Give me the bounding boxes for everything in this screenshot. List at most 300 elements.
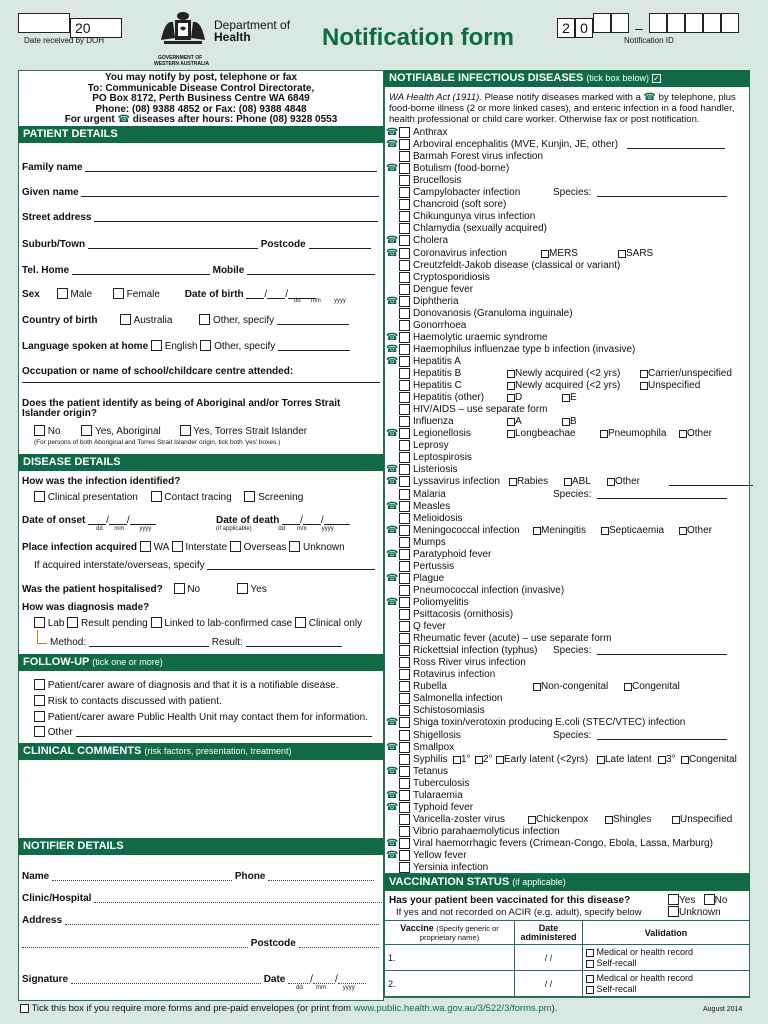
disease-row [386,356,756,368]
disease-option [507,368,620,380]
vaccinated-yes-checkbox[interactable] [668,894,679,905]
linked-checkbox[interactable] [151,617,162,628]
disease-option [507,392,522,404]
medical-record-checkbox-1[interactable] [586,949,594,957]
disease-checkbox[interactable] [399,633,410,644]
disease-option [681,754,737,766]
disease-checkbox[interactable] [399,537,410,548]
disease-option-label: E [570,392,577,404]
disease-checkbox[interactable] [399,272,410,283]
disease-checkbox[interactable] [399,790,410,801]
disease-checkbox[interactable] [399,717,410,728]
family-name-input[interactable] [85,162,377,172]
disease-row [386,717,756,729]
disease-name: Cholera [413,235,449,247]
disease-name: Malaria [413,488,446,500]
disease-name: Smallpox [413,741,455,753]
disease-row [386,248,756,260]
clinic-input[interactable] [94,893,382,903]
disease-checkbox[interactable] [399,669,410,680]
telephone-icon: ☎ [386,789,399,801]
disease-checkbox[interactable] [399,392,410,403]
vaccine-date-1[interactable]: / / [515,945,583,971]
disease-checkbox[interactable] [399,296,410,307]
disease-name: Coronavirus infection [413,247,507,259]
disease-option-label: Late latent [605,753,652,765]
disease-checkbox[interactable] [399,223,410,234]
date-received-field[interactable] [18,13,122,38]
telephone-icon: ☎ [386,476,399,488]
disease-option-label: Other [687,524,713,536]
disease-checkbox[interactable] [399,573,410,584]
disease-option-checkbox[interactable] [658,756,666,764]
disease-name: Meningococcal infection [413,524,520,536]
disease-option-checkbox[interactable] [507,394,515,402]
more-forms-checkbox[interactable] [20,1004,29,1013]
disease-name: Arboviral encephalitis (MVE, Kunjin, JE, other) [413,139,619,151]
tel-row: Tel. Home Mobile [22,265,375,276]
followup-checkbox-2[interactable] [34,695,45,706]
disease-checkbox[interactable] [399,766,410,777]
disease-checkbox[interactable] [399,332,410,343]
disease-option-checkbox[interactable] [509,478,517,486]
disease-row [386,681,756,693]
disease-name: Psittacosis (ornithosis) [413,609,514,620]
result-pending-checkbox[interactable] [67,617,78,628]
disease-checkbox[interactable] [399,561,410,572]
medical-record-checkbox-2[interactable] [586,975,594,983]
disease-checkbox[interactable] [399,657,410,668]
vaccine-row-1[interactable]: 1. [385,945,515,971]
disease-checkbox[interactable] [399,645,410,656]
forms-link[interactable]: www.public.health.wa.gov.au/3/522/3/forms.pm [353,1003,552,1014]
disease-name: Pneumococcal infection (invasive) [413,584,565,596]
disease-name: Dengue fever [413,283,474,295]
disease-row [386,380,756,392]
suburb-input[interactable] [88,239,258,249]
disease-row [386,127,756,139]
disease-checkbox[interactable] [399,476,410,487]
disease-option-checkbox[interactable] [605,816,613,824]
disease-checkbox[interactable] [399,199,410,210]
disease-row [386,669,756,681]
disease-option-checkbox[interactable] [618,250,626,258]
disease-checkbox[interactable] [399,826,410,837]
vaccine-date-2[interactable]: / / [515,971,583,997]
onset-month[interactable] [109,515,127,525]
followup-other-input[interactable] [76,727,372,737]
telephone-icon: ☎ [386,235,399,247]
country-row: Country of birth Australia Other, specify [22,314,349,326]
disease-option-checkbox[interactable] [533,527,541,535]
disease-checkbox[interactable] [399,151,410,162]
disease-checkbox[interactable] [399,356,410,367]
disease-row [386,464,756,476]
disease-row [386,537,756,549]
disease-option [607,476,640,488]
disease-name: Hepatitis C [413,380,462,392]
tel-home-input[interactable] [72,265,210,275]
disease-name: Typhoid fever [413,801,474,813]
disease-checkbox[interactable] [399,742,410,753]
aboriginal-yes-checkbox[interactable] [81,425,92,436]
disease-checkbox[interactable] [399,814,410,825]
notifier-postcode-row: Postcode [22,938,379,949]
disease-option-checkbox[interactable] [679,430,687,438]
language-other-input[interactable] [278,341,350,351]
clinical-comments-area[interactable] [20,761,382,835]
self-recall-checkbox-1[interactable] [586,960,594,968]
followup-checkbox-4[interactable] [34,726,45,737]
disease-checkbox[interactable] [399,754,410,765]
disease-checkbox[interactable] [399,464,410,475]
disease-row [386,151,756,163]
disease-specify-input[interactable] [597,645,727,655]
disease-option-label: SARS [626,247,654,259]
disease-row [386,790,756,802]
disease-name: Gonorrhoea [413,319,467,331]
disease-name: Poliomyelitis [413,596,469,608]
disease-checkbox[interactable] [399,730,410,741]
disease-checkbox[interactable] [399,320,410,331]
disease-option [658,754,676,766]
disease-row [386,633,756,645]
disease-option-checkbox[interactable] [681,756,689,764]
disease-row [386,814,756,826]
disease-option-label: Early latent (<2yrs) [504,753,589,765]
vaccine-table [384,920,750,997]
disease-row [386,730,756,742]
disease-specify-input[interactable] [669,476,753,486]
telephone-icon: ☎ [386,127,399,138]
disease-row [386,489,756,501]
signature-row: Signature Date / / [22,974,366,985]
disease-option-checkbox[interactable] [601,527,609,535]
disease-option-checkbox[interactable] [607,478,615,486]
disease-specify-input[interactable] [597,489,727,499]
disease-checkbox[interactable] [399,597,410,608]
how-identified-options: Clinical presentation Contact tracing Screening [34,491,303,503]
disease-name: Tularaemia [413,789,463,801]
notifier-date-day[interactable] [288,974,310,984]
both-note: (For persons of both Aboriginal and Torres Strait Islander origin, tick both 'yes' boxes.) [34,439,281,446]
disease-checkbox[interactable] [399,163,410,174]
disease-option [507,428,576,440]
female-checkbox[interactable] [113,288,124,299]
male-checkbox[interactable] [57,288,68,299]
disease-option-checkbox[interactable] [475,756,483,764]
disease-option-label: Other [687,428,713,440]
postcode-input[interactable] [309,239,371,249]
disease-checkbox[interactable] [399,513,410,524]
lab-checkbox[interactable] [34,617,45,628]
onset-day[interactable] [88,515,106,525]
followup-checkbox-3[interactable] [34,711,45,722]
date-death-row: Date of death / / [216,515,350,526]
telephone-icon: ☎ [386,163,399,175]
disease-checkbox[interactable] [399,404,410,415]
disease-option-label: Congenital [689,753,737,765]
clinical-only-checkbox[interactable] [295,617,306,628]
disease-checkbox[interactable] [399,621,410,632]
disease-option-checkbox[interactable] [679,527,687,535]
disease-name: Tetanus [413,765,449,777]
disease-option [640,380,700,392]
disease-checkbox[interactable] [399,609,410,620]
occupation-input[interactable] [22,382,380,383]
clinical-presentation-checkbox[interactable] [34,491,45,502]
notifier-phone-input[interactable] [268,871,374,881]
disease-checkbox[interactable] [399,127,410,138]
disease-checkbox[interactable] [399,260,410,271]
telephone-icon: ☎ [386,548,399,560]
disease-row [386,452,756,464]
disease-option-checkbox[interactable] [597,756,605,764]
disease-checkbox[interactable] [399,549,410,560]
country-other-input[interactable] [277,315,349,325]
disease-checkbox[interactable] [399,585,410,596]
language-other-checkbox[interactable] [200,340,211,351]
disease-option-checkbox[interactable] [507,370,515,378]
government-crest-icon [158,10,208,54]
disease-checkbox[interactable] [399,175,410,186]
notifier-details-heading: NOTIFIER DETAILS [18,838,384,855]
disease-specify-input[interactable] [597,187,727,197]
dob-format: dd mm yyyy [294,298,347,304]
disease-option-checkbox[interactable] [562,418,570,426]
followup-item-4: Other [34,726,372,738]
english-checkbox[interactable] [151,340,162,351]
gov-line2: WESTERN AUSTRALIA [154,61,210,67]
disease-row [386,187,756,199]
followup-checkbox-1[interactable] [34,679,45,690]
disease-details-heading: DISEASE DETAILS [18,454,384,471]
result-input[interactable] [246,637,342,647]
disease-checkbox[interactable] [399,248,410,259]
disease-row [386,778,756,790]
vaccinated-no-checkbox[interactable] [704,894,715,905]
mobile-input[interactable] [247,265,375,275]
disease-checkbox[interactable] [399,838,410,849]
disease-name: Ross River virus infection [413,657,526,669]
vaccinated-options: Yes No [668,894,727,906]
disease-option-checkbox[interactable] [496,756,504,764]
disease-checkbox[interactable] [399,501,410,512]
dob-month[interactable] [267,289,285,299]
disease-option-checkbox[interactable] [562,394,570,402]
disease-checkbox[interactable] [399,681,410,692]
screening-checkbox[interactable] [244,491,255,502]
disease-name: Plague [413,572,445,584]
vaccine-row-2[interactable]: 2. [385,971,515,997]
disease-checkbox[interactable] [399,139,410,150]
disease-row [386,428,756,440]
follow-up-heading: FOLLOW-UP (tick one or more) [18,654,384,671]
disease-checkbox[interactable] [399,235,410,246]
disease-checkbox[interactable] [399,850,410,861]
hospitalised-no-checkbox[interactable] [174,583,185,594]
onset-format: dd mm yyyy [96,526,152,532]
telephone-icon: ☎ [386,464,399,476]
disease-checkbox[interactable] [399,452,410,463]
disease-option [562,392,577,404]
dept-line2: Health [214,30,251,44]
disease-option-label: Carrier/unspecified [648,368,732,379]
method-row: Method: Result: [50,637,342,648]
aboriginal-no-checkbox[interactable] [34,425,45,436]
disease-option-checkbox[interactable] [533,683,541,691]
disease-checkbox[interactable] [399,525,410,536]
disease-checkbox[interactable] [399,778,410,789]
country-other-checkbox[interactable] [199,314,210,325]
suburb-row: Suburb/Town Postcode [22,239,371,250]
disease-name: Paratyphoid fever [413,548,492,560]
disease-row [386,513,756,525]
disease-name: Anthrax [413,127,448,138]
disease-checkbox[interactable] [399,416,410,427]
disease-option-label: 3° [666,753,676,765]
disease-checkbox[interactable] [399,368,410,379]
disease-row [386,838,756,850]
wa-checkbox[interactable] [140,541,151,552]
self-recall-checkbox-2[interactable] [586,986,594,994]
vaccination-heading: VACCINATION STATUS (if applicable) [384,874,750,891]
vaccinated-unknown-checkbox[interactable] [668,906,679,917]
disease-option-checkbox[interactable] [507,418,515,426]
disease-option [507,416,522,428]
onset-year[interactable] [130,515,156,525]
disease-row [386,296,756,308]
disease-row [386,742,756,754]
disease-name: Rickettsial infection (typhus) [413,645,538,657]
disease-name: Leptospirosis [413,452,472,464]
notifier-date-month[interactable] [313,974,335,984]
disease-checkbox[interactable] [399,489,410,500]
dob-day[interactable] [246,289,264,299]
notifier-date-format: dd mm yyyy [296,985,355,991]
disease-specify-input[interactable] [627,139,725,149]
followup-item-2: Risk to contacts discussed with patient. [34,695,222,707]
arrow-icon [37,630,47,644]
disease-specify-input[interactable] [597,730,727,740]
disease-option-label: Newly acquired (<2 yrs) [515,368,621,379]
disease-row [386,392,756,404]
disease-checkbox[interactable] [399,862,410,873]
street-address-row: Street address [22,212,378,223]
disease-checkbox[interactable] [399,380,410,391]
telephone-icon: ☎ [643,92,656,103]
disease-row [386,163,756,175]
disease-option-checkbox[interactable] [640,370,648,378]
telephone-icon: ☎ [386,801,399,813]
disease-option-checkbox[interactable] [453,756,461,764]
acquired-specify-input[interactable] [207,560,375,570]
interstate-checkbox[interactable] [172,541,183,552]
disease-option-checkbox[interactable] [672,816,680,824]
disease-checkbox[interactable] [399,344,410,355]
disease-option-label: Septicaemia [609,524,665,536]
disease-row [386,549,756,561]
telephone-icon: ☎ [386,717,399,729]
disease-checkbox[interactable] [399,284,410,295]
notifier-postcode-input[interactable] [299,938,379,948]
disease-option-checkbox[interactable] [640,382,648,390]
disease-name: Creutzfeldt-Jakob disease (classical or variant) [413,259,621,271]
unknown-checkbox[interactable] [289,541,300,552]
left-panel [18,70,384,1001]
occupation-label: Occupation or name of school/childcare centre attended: [22,366,294,377]
disease-option-label: Unspecified [648,380,701,392]
tsi-yes-checkbox[interactable] [180,425,191,436]
disease-option-checkbox[interactable] [528,816,536,824]
disease-option-checkbox[interactable] [507,382,515,390]
death-month[interactable] [303,515,321,525]
how-identified-label: How was the infection identified? [22,476,181,487]
signature-input[interactable] [71,974,261,984]
disease-row [386,609,756,621]
disease-option-checkbox[interactable] [624,683,632,691]
street-address-input[interactable] [94,212,378,222]
notification-id-field[interactable]: 2 0 – [557,13,739,38]
disease-option-checkbox[interactable] [600,430,608,438]
death-day[interactable] [282,515,300,525]
disease-option [618,248,653,260]
notifier-address-input-2[interactable] [22,938,248,948]
disease-checkbox[interactable] [399,440,410,451]
patient-details-heading: PATIENT DETAILS [18,126,384,143]
disease-checkbox[interactable] [399,693,410,704]
footer-tick-row: Tick this box if you require more forms and pre-paid envelopes (or print from www.public.health.wa.gov.au/3/522/3/forms.pm). [20,1003,557,1014]
contact-tracing-checkbox[interactable] [151,491,162,502]
given-name-input[interactable] [81,187,379,197]
notification-id-label: Notification ID [624,36,674,45]
sex-row: Sex Male Female Date of birth / / [22,288,316,300]
disease-checkbox[interactable] [399,308,410,319]
disease-option-checkbox[interactable] [564,478,572,486]
disease-option [453,754,471,766]
disease-checkbox[interactable] [399,705,410,716]
followup-item-3: Patient/carer aware Public Health Unit may contact them for information. [34,711,368,723]
disease-name: Shigellosis [413,729,461,741]
overseas-checkbox[interactable] [230,541,241,552]
disease-option [564,476,591,488]
disease-name: Chlamydia (sexually acquired) [413,223,547,235]
notifier-address-input[interactable] [65,915,379,925]
australia-checkbox[interactable] [120,314,131,325]
death-year[interactable] [324,515,350,525]
disease-checkbox[interactable] [399,802,410,813]
disease-checkbox[interactable] [399,187,410,198]
disease-checkbox[interactable] [399,211,410,222]
notifier-date-year[interactable] [338,974,366,984]
disease-row [386,862,756,874]
disease-option-checkbox[interactable] [507,430,515,438]
notifier-name-input[interactable] [52,871,232,881]
disease-checkbox[interactable] [399,428,410,439]
disease-name: Leprosy [413,440,449,452]
disease-row [386,332,756,344]
disease-option [562,416,577,428]
notifiable-intro: WA Health Act (1911). Please notify diseases marked with a ☎ by telephone, plus food-borne illness (2 or more linked cases), and enteric infection in a food handler, health professional or child care worker. Otherwise fax or post notification. [389,92,736,125]
disease-row [386,440,756,452]
disease-row [386,573,756,585]
hospitalised-yes-checkbox[interactable] [237,583,248,594]
disease-option-label: Rabies [517,476,549,488]
method-input[interactable] [89,637,209,647]
telephone-icon: ☎ [117,114,130,125]
col-date: Date administered [515,921,583,945]
disease-option-checkbox[interactable] [541,250,549,258]
